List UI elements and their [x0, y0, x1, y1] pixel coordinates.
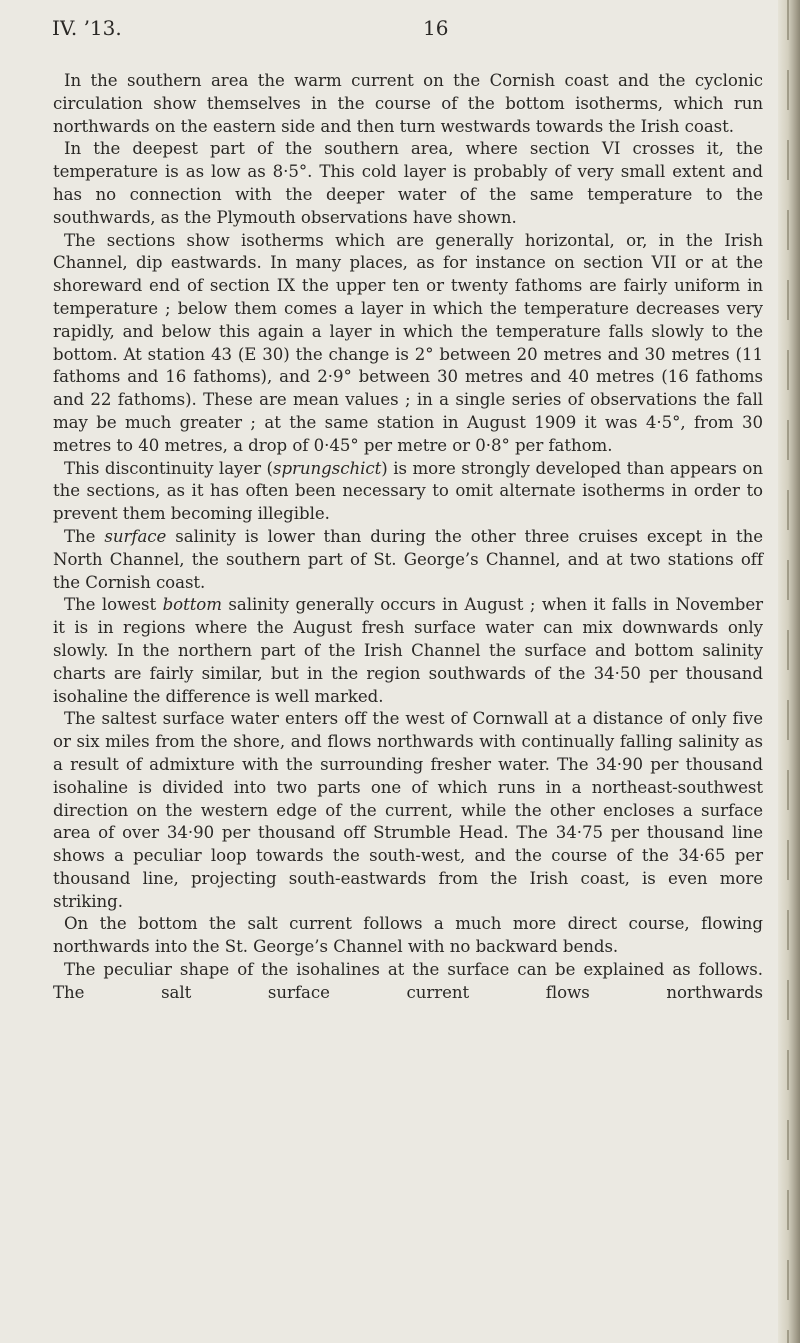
paragraph-8: On the bottom the salt current follows a much more direct course, flowing northwards into the St. George’s Channel with no backward bends. [53, 914, 763, 957]
page-number: 16 [423, 16, 449, 40]
section-reference: IV. ’13. [52, 16, 122, 40]
paragraph-6-text-b: salinity generally occurs in August ; when it falls in November it is in regions where the August fresh surface water can mix downwards only slowly. In the northern part of the Irish Channel the surface and bottom salinity charts are fairly similar, but in the region southwards of the 34·50 per thousand isohaline the difference is well marked. [53, 595, 763, 706]
paragraph-9: The peculiar shape of the isohalines at the surface can be explained as follows. The salt surface current flows northwards [53, 960, 763, 1002]
paragraph-5-italic-term: surface [104, 526, 167, 546]
paragraph-6 [53, 594, 763, 708]
paragraph-4-italic-term: sprungschict [272, 458, 382, 478]
paragraph-1: In the southern area the warm current on the Cornish coast and the cyclonic circulation show themselves in the course of the bottom isotherms, which run northwards on the eastern side and then turn westwards towards the Irish coast. [53, 71, 763, 136]
paragraph-5-text-b: salinity is lower than during the other three cruises except in the North Channel, the southern part of St. George’s Channel, and at two stations off the Cornish coast. [53, 526, 763, 592]
paragraph-4-text-b: ) is more strongly developed than appears on the sections, as it has often been necessary to omit alternate isotherms in order to prevent them becoming illegible. [53, 458, 763, 524]
paragraph-2: In the deepest part of the southern area, where section VI crosses it, the temperature is as low as 8·5°. This cold layer is probably of very small extent and has no connection with the deeper water of the same temperature to the southwards, as the Plymouth observations have shown. [53, 139, 763, 227]
paragraph-4-text-a: This discontinuity layer ( [64, 458, 273, 478]
paragraph-3: The sections show isotherms which are generally horizontal, or, in the Irish Channel, dip eastwards. In many places, as for instance on section VII or at the shoreward end of section IX the upper ten or twenty fathoms are fairly uniform in temperature ; below them comes a layer in which the temperature decreases very rapidly, and below this again a layer in which the temperature falls slowly to the bottom. At station 43 (E 30) the change is 2° between 20 metres and 30 metres (11 fathoms and 16 fathoms), and 2·9° between 30 metres and 40 metres (16 fathoms and 22 fathoms). These are mean values ; in a single series of observations the fall may be much greater ; at the same station in August 1909 it was 4·5°, from 30 metres to 40 metres, a drop of 0·45° per metre or 0·8° per fathom. [53, 230, 763, 455]
paragraph-5-text-a: The [64, 526, 105, 546]
body-text [53, 70, 763, 1005]
paragraph-6-italic-term: bottom [162, 595, 222, 615]
running-header [52, 8, 712, 48]
paragraph-7: The saltest surface water enters off the west of Cornwall at a distance of only five or six miles from the shore, and flows northwards with continually falling salinity as a result of admixture with the surrounding fresher water. The 34·90 per thousand isohaline is divided into two parts one of which runs in a northeast-southwest direction on the western edge of the current, while the other encloses a surface area of over 34·90 per thousand off Strumble Head. The 34·75 per thousand line shows a peculiar loop towards the south-west, and the course of the 34·65 per thousand line, projecting south-eastwards from the Irish coast, is even more striking. [53, 709, 763, 911]
paragraph-6-text-a: The lowest [64, 595, 163, 615]
page-edge [778, 0, 800, 1343]
paragraph-4 [53, 458, 763, 526]
paragraph-5 [53, 526, 763, 594]
